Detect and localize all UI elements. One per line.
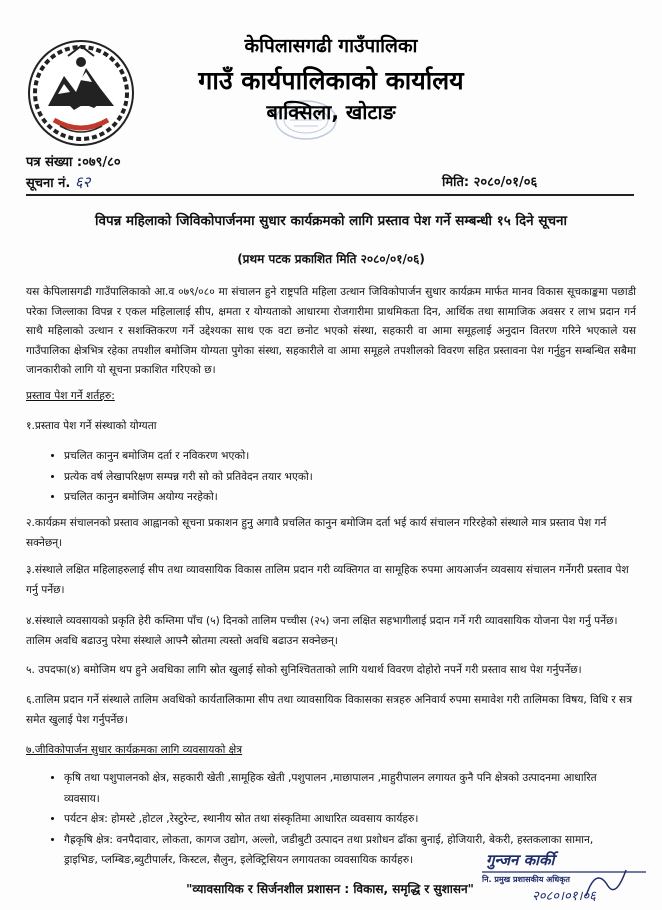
- item-7-heading-text: ७.जीविकोपार्जन सुधार कार्यक्रमका लागि व्यवसायको क्षेत्र: [26, 744, 243, 756]
- notice-title: विपन्न महिलाको जिविकोपार्जनमा सुधार कार्यक्रमको लागि प्रस्ताव पेश गर्ने सम्बन्धी १५ दिने सूचना: [94, 213, 568, 229]
- signature-block: [476, 846, 656, 910]
- item-6: ६.तालिम प्रदान गर्ने संस्थाले तालिम अवधिको कार्यतालिकामा सीप तथा व्यावसायिक विकासका सत्रहरु अनिवार्य रुपमा समावेश गरी तालिमका विषय, विधि र सत्र समेत खुलाई पेश गर्नुपर्नेछ।: [26, 694, 633, 726]
- list-item: • कृषि तथा पशुपालनको क्षेत्र, सहकारी खेती ,सामूहिक खेती ,पशुपालन ,माछापालन ,माहुरीपालन लगायत कुनै पनि क्षेत्रको उत्पादनमा आधारित व्यवसाय।: [64, 768, 628, 809]
- office-address: बाक्सिला, खोटाङ: [266, 100, 396, 124]
- item-1-list: [26, 446, 636, 508]
- signature-date: २०८०।०१।०६: [532, 889, 596, 904]
- list-item: • प्रचलित कानुन बमोजिम दर्ता र नविकरण भएको।: [64, 446, 636, 467]
- letter-number: पत्र संख्या :०७९/८०: [26, 155, 121, 170]
- municipality-name: केपिलासगढी गाउँपालिका: [244, 35, 418, 57]
- list-item: • प्रचलित कानुन बमोजिम अयोग्य नरहेको।: [64, 487, 636, 508]
- notice-number-label: सूचना नं.: [26, 176, 71, 191]
- signatory-name: गुन्जन कार्की: [486, 851, 555, 869]
- list-item: • प्रत्येक वर्ष लेखापरिक्षण सम्पन्न गरी सो को प्रतिवेदन तयार भएको।: [64, 467, 636, 488]
- list-item: • पर्यटन क्षेत्र: होमस्टे ,होटल ,रेस्टुरेन्ट, स्थानीय स्रोत तथा संस्कृतिमा आधारित व्यवसाय कार्यहरु।: [64, 809, 628, 830]
- header-divider: [26, 194, 634, 196]
- conditions-heading: [26, 387, 636, 407]
- notice-number-value: ६२: [74, 173, 91, 191]
- nepal-emblem-icon: [24, 36, 138, 150]
- notice-date: मिति: २०८०/०१/०६: [442, 175, 538, 190]
- item-1-heading: १.प्रस्ताव पेश गर्ने संस्थाको योग्यता: [26, 420, 157, 432]
- list-item: • गैह्रकृषि क्षेत्र: वनपैदावार, लोकता, कागज उद्योग, अल्लो, जडीबुटी उत्पादन तथा प्रशोधन ढाँका बुनाई, होजियारी, बेकरी, हस्तकलाका सामान, ड्राइभिङ, प्लम्बिङ,ब्युटीपार्लर, किस्टल, सैलुन, इलेक्ट्रिसियन लगायतका व्यवसायिक कार्यहरु।: [64, 830, 628, 871]
- notice-number: [26, 172, 90, 192]
- conditions-heading-text: प्रस्ताव पेश गर्ने शर्तहरु:: [26, 390, 115, 402]
- item-2: २.कार्यक्रम संचालनको प्रस्ताव आह्वानको सूचना प्रकाशन हुनु अगावै प्रचलित कानुन बमोजिम दर्ता भई कार्य संचालन गरिरहेको संस्थाले मात्र प्रस्ताव पेश गर्न सक्नेछन्।: [26, 517, 607, 549]
- notice-subtitle: (प्रथम पटक प्रकाशित मिति २०८०/०१/०६): [237, 252, 425, 266]
- signatory-title: नि. प्रमुख प्रशासकीय अधिकृत: [482, 875, 570, 884]
- item-5: ५. उपदफा(४) बमोजिम थप हुने अवधिका लागि स्रोत खुलाई सोको सुनिश्चितताको लागि यथार्थ विवरण दोहोरो नपर्ने गरी प्रस्ताव साथ पेश गर्नुपर्नेछ।: [26, 664, 582, 676]
- item-4: ४.संस्थाले व्यवसायको प्रकृति हेरी कम्तिमा पाँच (५) दिनको तालिम पच्चीस (२५) जना लक्षित सहभागीलाई प्रदान गर्ने गरी व्यावसायिक योजना पेश गर्नु पर्नेछ।तालिम अवधि बढाउनु परेमा संस्थाले आफ्नै स्रोतमा त्यस्तो अवधि बढाउन सक्नेछन्।: [26, 615, 618, 647]
- office-name: गाउँ कार्यपालिकाको कार्यालय: [198, 66, 464, 95]
- notice-intro: यस केपिलासगढी गाउँपालिकाको आ.व ०७९/०८० मा संचालन हुने राष्ट्रपति महिला उत्थान जिविकोपार्जन सुधार कार्यक्रम मार्फत मानव विकास सूचकाङ्कमा पछाडी परेका जिल्लाका विपन्न र एकल महिलालाई सीप, क्षमता र योग्यताको आधारमा रोजगारीमा प्राथमिकता दिन, आर्थिक तथा सामाजिक अवसर र लाभ प्रदान गर्न साथै महिलाको उत्थान र सशक्तिकरण गर्ने उद्देश्यका साथ एक वटा छनोट भएको संस्था, सहकारी वा आमा समूहलाई अनुदान वितरण गरिने भएकाले यस गाउँपालिका क्षेत्रभित्र रहेका तपशील बमोजिम योग्यता पुगेका संस्था, सहकारीले वा आमा समूहले तपशीलको विवरण सहित प्रस्तावना पेश गर्नुहुन सम्बन्धित सबैमा जानकारीको लागि यो सूचना प्रकाशित गरिएको छ।: [26, 286, 636, 376]
- footer-motto: "व्यावसायिक र सिर्जनशील प्रशासन : विकास, समृद्धि र सुशासन": [186, 882, 474, 896]
- item-3: ३.संस्थाले लक्षित महिलाहरुलाई सीप तथा व्यावसायिक विकास तालिम प्रदान गरी व्यक्तिगत वा सामूहिक रुपमा आयआर्जन व्यवसाय संचालन गर्नेगरी प्रस्ताव पेश गर्नु पर्नेछ।: [26, 564, 629, 596]
- item-7-heading: [26, 741, 636, 761]
